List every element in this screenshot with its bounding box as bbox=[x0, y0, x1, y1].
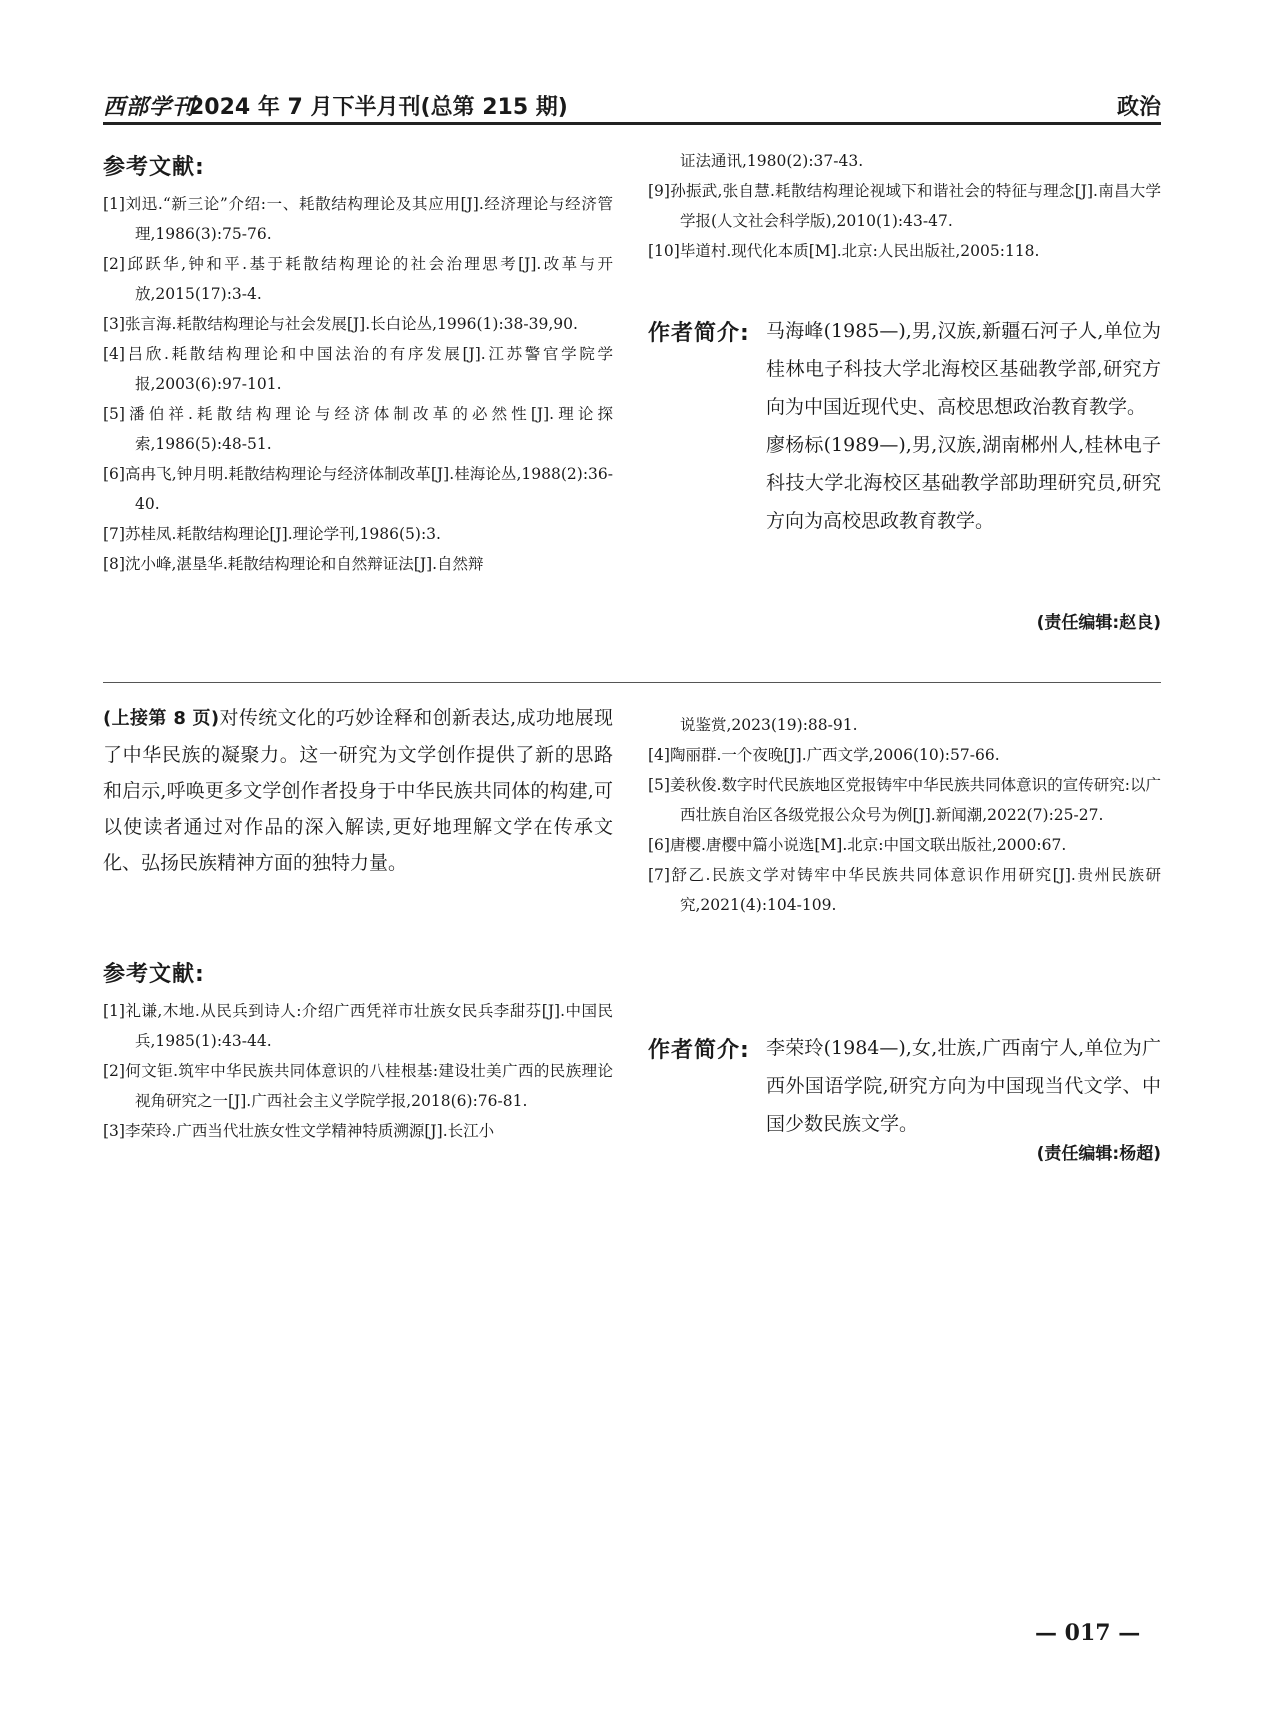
body-text: 对传统文化的巧妙诠释和创新表达,成功地展现了中华民族的凝聚力。这一研究为文学创作提供了新的思路和启示,呼唤更多文学创作者投身于中华民族共同体的构建,可以使读者通过对作品的深入解读,更好地理解文学在传承文化、弘扬民族精神方面的独特力量。 bbox=[103, 707, 613, 874]
reference-item: [8]沈小峰,湛垦华.耗散结构理论和自然辩证法[J].自然辩 bbox=[103, 555, 484, 573]
reference-item: [3]李荣玲.广西当代壮族女性文学精神特质溯源[J].长江小 bbox=[103, 1122, 495, 1140]
author-bio-paragraph: 马海峰(1985—),男,汉族,新疆石河子人,单位为桂林电子科技大学北海校区基础教学部,研究方向为中国近现代史、高校思想政治教育教学。 bbox=[766, 320, 1161, 418]
author-bio-paragraph: 廖杨标(1989—),男,汉族,湖南郴州人,桂林电子科技大学北海校区基础教学部助理研究员,研究方向为高校思政教育教学。 bbox=[766, 434, 1161, 532]
body-paragraph bbox=[103, 700, 613, 881]
author-bio-text bbox=[766, 1029, 1161, 1143]
section-divider bbox=[103, 682, 1161, 683]
author-bio-label: 作者简介: bbox=[648, 321, 750, 346]
bottom-left-column bbox=[103, 700, 613, 881]
reference-item: [6]高冉飞,钟月明.耗散结构理论与经济体制改革[J].桂海论丛,1988(2):36-40. bbox=[103, 465, 613, 513]
running-header bbox=[103, 88, 1161, 124]
references-heading: 参考文献: bbox=[103, 962, 205, 987]
continued-from-label: (上接第 8 页) bbox=[103, 708, 220, 729]
top-left-column bbox=[103, 150, 613, 579]
author-bio-bottom bbox=[648, 1033, 1161, 1173]
reference-continuation: 说鉴赏,2023(19):88-91. bbox=[680, 716, 858, 734]
references-heading: 参考文献: bbox=[103, 155, 205, 180]
author-bio-top bbox=[648, 316, 1161, 636]
top-right-column bbox=[648, 146, 1161, 266]
bottom-right-column bbox=[648, 710, 1161, 920]
reference-item: [1]刘迅.“新三论”介绍:一、耗散结构理论及其应用[J].经济理论与经济管理,1986(3):75-76. bbox=[103, 195, 613, 243]
author-bio-paragraph: 李荣玲(1984—),女,壮族,广西南宁人,单位为广西外国语学院,研究方向为中国现当代文学、中国少数民族文学。 bbox=[766, 1037, 1161, 1135]
issue-label: 2024 年 7 月下半月刊(总第 215 期) bbox=[189, 95, 568, 120]
reference-item: [7]苏桂凤.耗散结构理论[J].理论学刊,1986(5):3. bbox=[103, 525, 441, 543]
responsible-editor: (责任编辑:赵良) bbox=[1036, 613, 1161, 633]
reference-item: [4]吕欣.耗散结构理论和中国法治的有序发展[J].江苏警官学院学报,2003(6):97-101. bbox=[103, 345, 613, 393]
section-label: 政治 bbox=[1116, 95, 1161, 120]
reference-item: [2]何文钜.筑牢中华民族共同体意识的八桂根基:建设壮美广西的民族理论视角研究之一[J].广西社会主义学院学报,2018(6):76-81. bbox=[103, 1062, 613, 1110]
reference-continuation: 证法通讯,1980(2):37-43. bbox=[680, 152, 864, 170]
author-bio-text bbox=[766, 312, 1161, 540]
reference-item: [3]张言海.耗散结构理论与社会发展[J].长白论丛,1996(1):38-39,90. bbox=[103, 315, 578, 333]
page-number: — 017 — bbox=[1035, 1620, 1141, 1646]
reference-item: [9]孙振武,张自慧.耗散结构理论视域下和谐社会的特征与理念[J].南昌大学学报(人文社会科学版),2010(1):43-47. bbox=[648, 182, 1161, 230]
responsible-editor: (责任编辑:杨超) bbox=[1036, 1144, 1161, 1164]
author-bio-label: 作者简介: bbox=[648, 1038, 750, 1063]
reference-item: [10]毕道村.现代化本质[M].北京:人民出版社,2005:118. bbox=[648, 242, 1040, 260]
reference-item: [2]邱跃华,钟和平.基于耗散结构理论的社会治理思考[J].改革与开放,2015(17):3-4. bbox=[103, 255, 613, 303]
reference-item: [7]舒乙.民族文学对铸牢中华民族共同体意识作用研究[J].贵州民族研究,2021(4):104-109. bbox=[648, 866, 1161, 914]
reference-item: [5]姜秋俊.数字时代民族地区党报铸牢中华民族共同体意识的宣传研究:以广西壮族自治区各级党报公众号为例[J].新闻潮,2022(7):25-27. bbox=[648, 776, 1161, 824]
reference-item: [5]潘伯祥.耗散结构理论与经济体制改革的必然性[J].理论探索,1986(5):48-51. bbox=[103, 405, 613, 453]
header-rule bbox=[103, 122, 1161, 125]
reference-item: [1]礼谦,木地.从民兵到诗人:介绍广西凭祥市壮族女民兵李甜芬[J].中国民兵,1985(1):43-44. bbox=[103, 1002, 613, 1050]
reference-item: [6]唐樱.唐樱中篇小说选[M].北京:中国文联出版社,2000:67. bbox=[648, 836, 1067, 854]
reference-item: [4]陶丽群.一个夜晚[J].广西文学,2006(10):57-66. bbox=[648, 746, 1000, 764]
bottom-left-references bbox=[103, 957, 613, 1146]
journal-logo: 西部学刊 bbox=[103, 94, 196, 120]
